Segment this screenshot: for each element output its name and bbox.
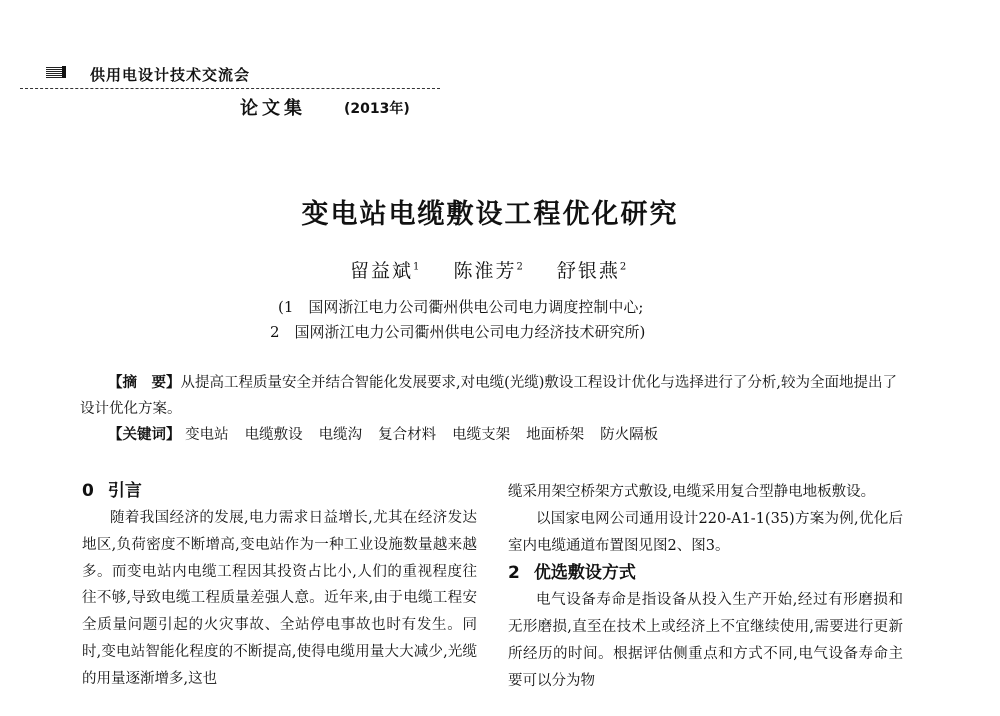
affiliation: 2 国网浙江电力公司衢州供电公司电力经济技术研究所) [270,323,646,341]
conference-name: 供用电设计技术交流会 [90,66,251,84]
affiliation: (1 国网浙江电力公司衢州供电公司电力调度控制中心; [278,298,644,316]
collection-name: 论文集 [240,98,306,119]
keywords: 【关键词】 变电站 电缆敷设 电缆沟 复合材料 电缆支架 地面桥架 防火隔板 [108,426,659,443]
paragraph: 以国家电网公司通用设计220-A1-1(35)方案为例,优化后室内电缆通道布置图见图2、图3。 [508,510,903,554]
paragraph: 随着我国经济的发展,电力需求日益增长,尤其在经济发达地区,负荷密度不断增高,变电站作为一种工业设施数量越来越多。而变电站内电缆工程因其投资占比小,人们的重视程度往往不够,导致电缆工程质量差强人意。近年来,由于电缆工程安全质量问题引起的火灾事故、全站停电事故也时有发生。同时,变电站智能化程度的不断提高,使得电缆用量大大减少,光缆的用量逐渐增多,这也 [82,510,477,687]
header-divider [20,88,440,89]
left-column [82,477,477,693]
author-list [350,256,652,283]
paragraph: 电气设备寿命是指设备从投入生产开始,经过有形磨损和无形磨损,直至在技术上或经济上不宜继续使用,需要进行更新所经历的时间。根据评估侧重点和方式不同,电气设备寿命主要可以分为物 [508,592,903,689]
abstract-block [80,370,900,448]
paragraph: 缆采用架空桥架方式敷设,电缆采用复合型静电地板敷设。 [508,484,876,500]
right-column [508,479,903,695]
paper-title: 变电站电缆敷设工程优化研究 [301,199,679,230]
section-heading: 0 引言 [82,481,142,501]
author: 舒银燕$^2$ [556,260,627,282]
section-heading: 2 优选敷设方式 [508,563,636,584]
author: 留益斌$^1$ [350,260,420,282]
abstract: 【摘 要】从提高工程质量安全并结合智能化发展要求,对电缆(光缆)敷设工程设计优化与选择进行了分析,较为全面地提出了设计优化方案。 [80,374,898,417]
author: 陈淮芳$^2$ [453,260,523,282]
collection-year: (2013年) [344,101,410,117]
header-bar-icon [46,66,66,78]
